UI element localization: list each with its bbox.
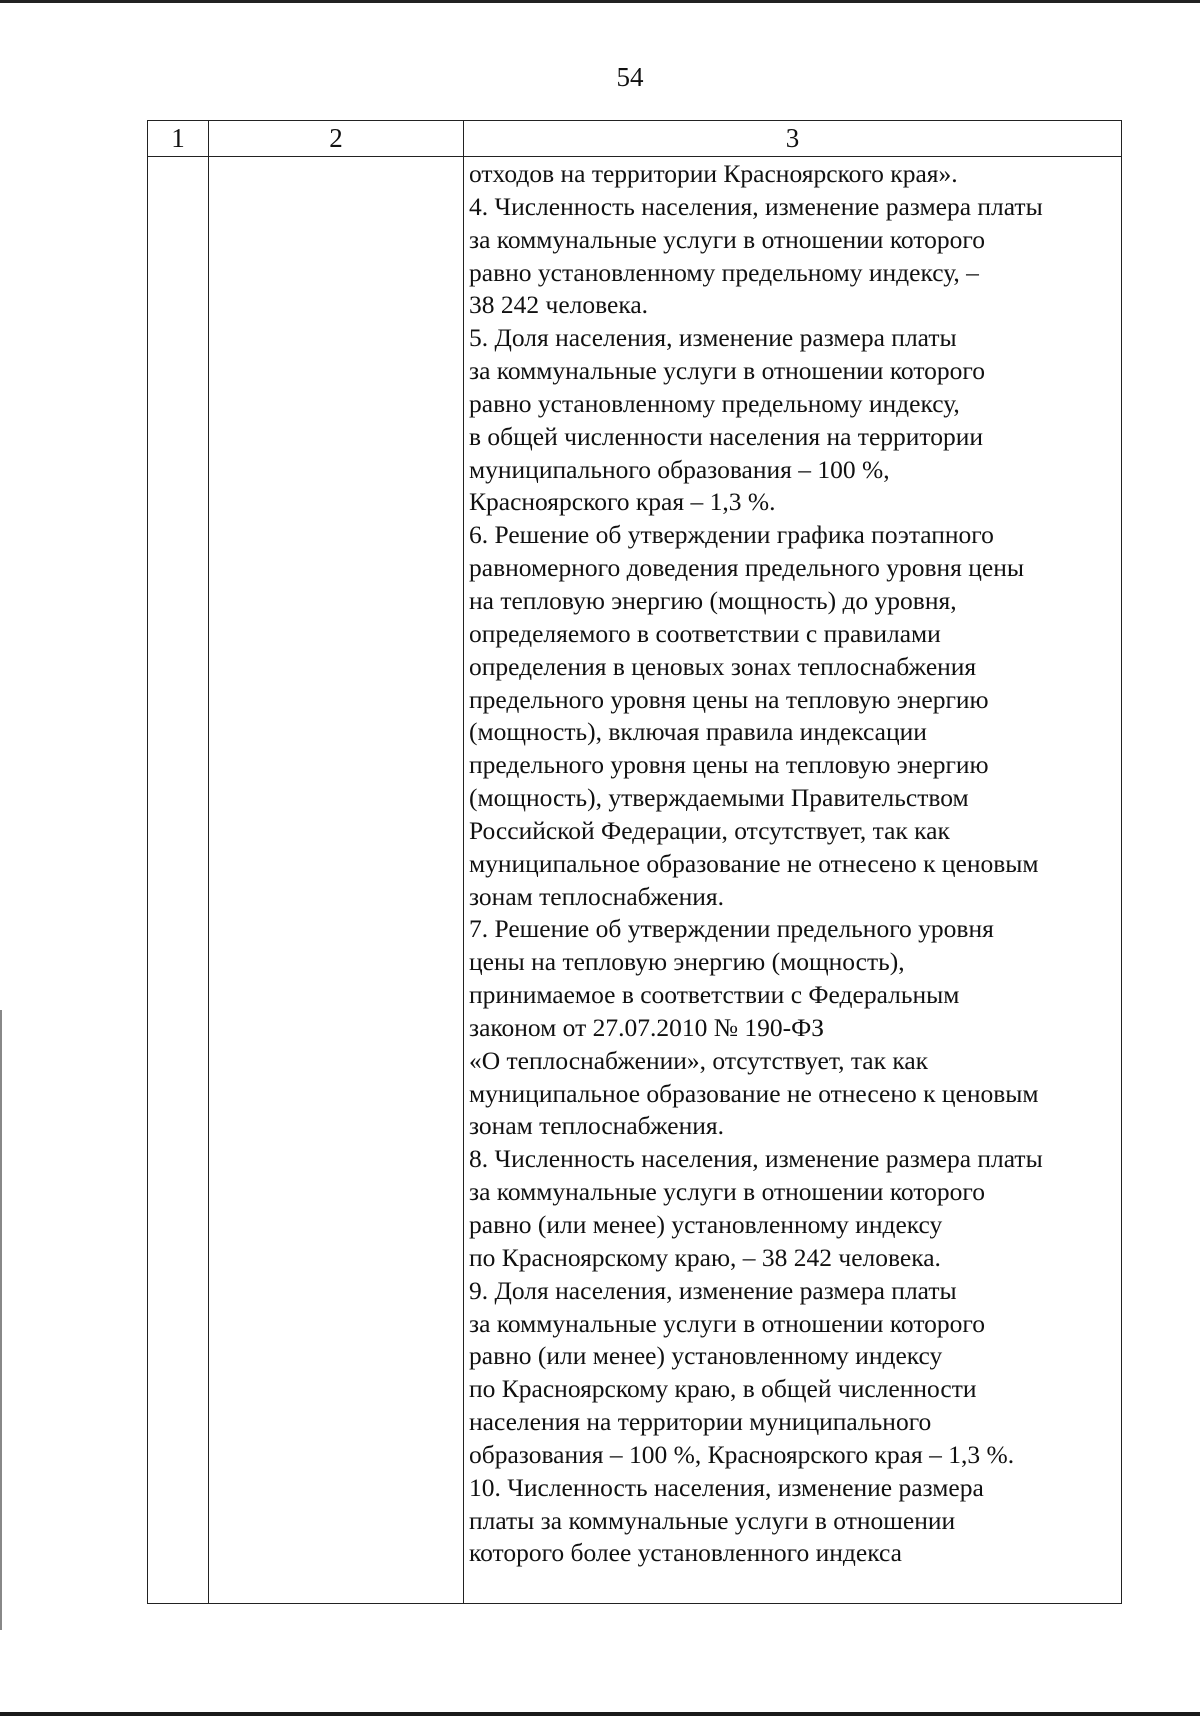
text-line: муниципального образования – 100 %, [469,454,890,484]
header-cell-1: 1 [148,121,209,157]
text-line: за коммунальные услуги в отношении которого [469,1177,985,1207]
text-line: на тепловую энергию (мощность) до уровня, [469,585,957,615]
text-line: 38 242 человека. [469,290,649,320]
text-line: за коммунальные услуги в отношении которого [469,224,985,254]
text-line: зонам теплоснабжения. [469,881,724,911]
text-line: равно установленному предельному индексу, [469,388,960,418]
text-line: по Красноярскому краю, в общей численности [469,1374,977,1404]
body-cell-2 [209,157,464,1604]
text-line: муниципальное образование не отнесено к ценовым [469,1078,1039,1108]
text-line: 6. Решение об утверждении графика поэтапного [469,520,994,550]
text-line: предельного уровня цены на тепловую энергию [469,684,989,714]
table-body-row [148,157,1122,1604]
text-line: в общей численности населения на территории [469,421,984,451]
header-cell-2: 2 [209,121,464,157]
text-line: (мощность), утверждаемыми Правительством [469,783,969,813]
text-line: 8. Численность населения, изменение размера платы [469,1144,1043,1174]
text-line: за коммунальные услуги в отношении которого [469,1308,985,1338]
scan-top-edge [0,0,1200,3]
cell-3-text [464,158,1121,1570]
body-cell-1 [148,157,209,1604]
scan-left-edge [0,1010,2,1630]
text-line: определяемого в соответствии с правилами [469,618,941,648]
text-line: образования – 100 %, Красноярского края – 1,3 %. [469,1439,1015,1469]
scan-bottom-edge [0,1712,1200,1716]
text-line: 10. Численность населения, изменение размера [469,1472,984,1502]
text-line: цены на тепловую энергию (мощность), [469,947,905,977]
text-line: платы за коммунальные услуги в отношении [469,1505,956,1535]
text-line: по Красноярскому краю, – 38 242 человека. [469,1242,941,1272]
text-line: Российской Федерации, отсутствует, так как [469,815,950,845]
text-line: которого более установленного индекса [469,1538,902,1568]
text-line: зонам теплоснабжения. [469,1111,724,1141]
text-line: 4. Численность населения, изменение размера платы [469,191,1043,221]
text-line: отходов на территории Красноярского края». [469,159,958,188]
text-line: равно установленному предельному индексу, – [469,257,979,287]
document-table [147,120,1122,1604]
text-line: населения на территории муниципального [469,1407,932,1437]
text-line: 5. Доля населения, изменение размера платы [469,323,957,353]
text-line: равно (или менее) установленному индексу [469,1341,943,1371]
text-line: Красноярского края – 1,3 %. [469,487,776,517]
text-line: 7. Решение об утверждении предельного уровня [469,914,994,944]
text-line: определения в ценовых зонах теплоснабжения [469,651,977,681]
text-line: законом от 27.07.2010 № 190-ФЗ [469,1012,825,1042]
text-line: муниципальное образование не отнесено к ценовым [469,848,1039,878]
text-line: «О теплоснабжении», отсутствует, так как [469,1045,929,1075]
text-line: 9. Доля населения, изменение размера платы [469,1275,957,1305]
text-line: принимаемое в соответствии с Федеральным [469,980,960,1010]
text-line: (мощность), включая правила индексации [469,717,927,747]
text-line: за коммунальные услуги в отношении которого [469,356,985,386]
body-cell-3 [464,157,1122,1604]
header-cell-3: 3 [464,121,1122,157]
table-header-row [148,121,1122,157]
text-line: предельного уровня цены на тепловую энергию [469,750,989,780]
text-line: равномерного доведения предельного уровня цены [469,553,1025,583]
text-line: равно (или менее) установленному индексу [469,1210,943,1239]
page-number: 54 [616,62,644,92]
